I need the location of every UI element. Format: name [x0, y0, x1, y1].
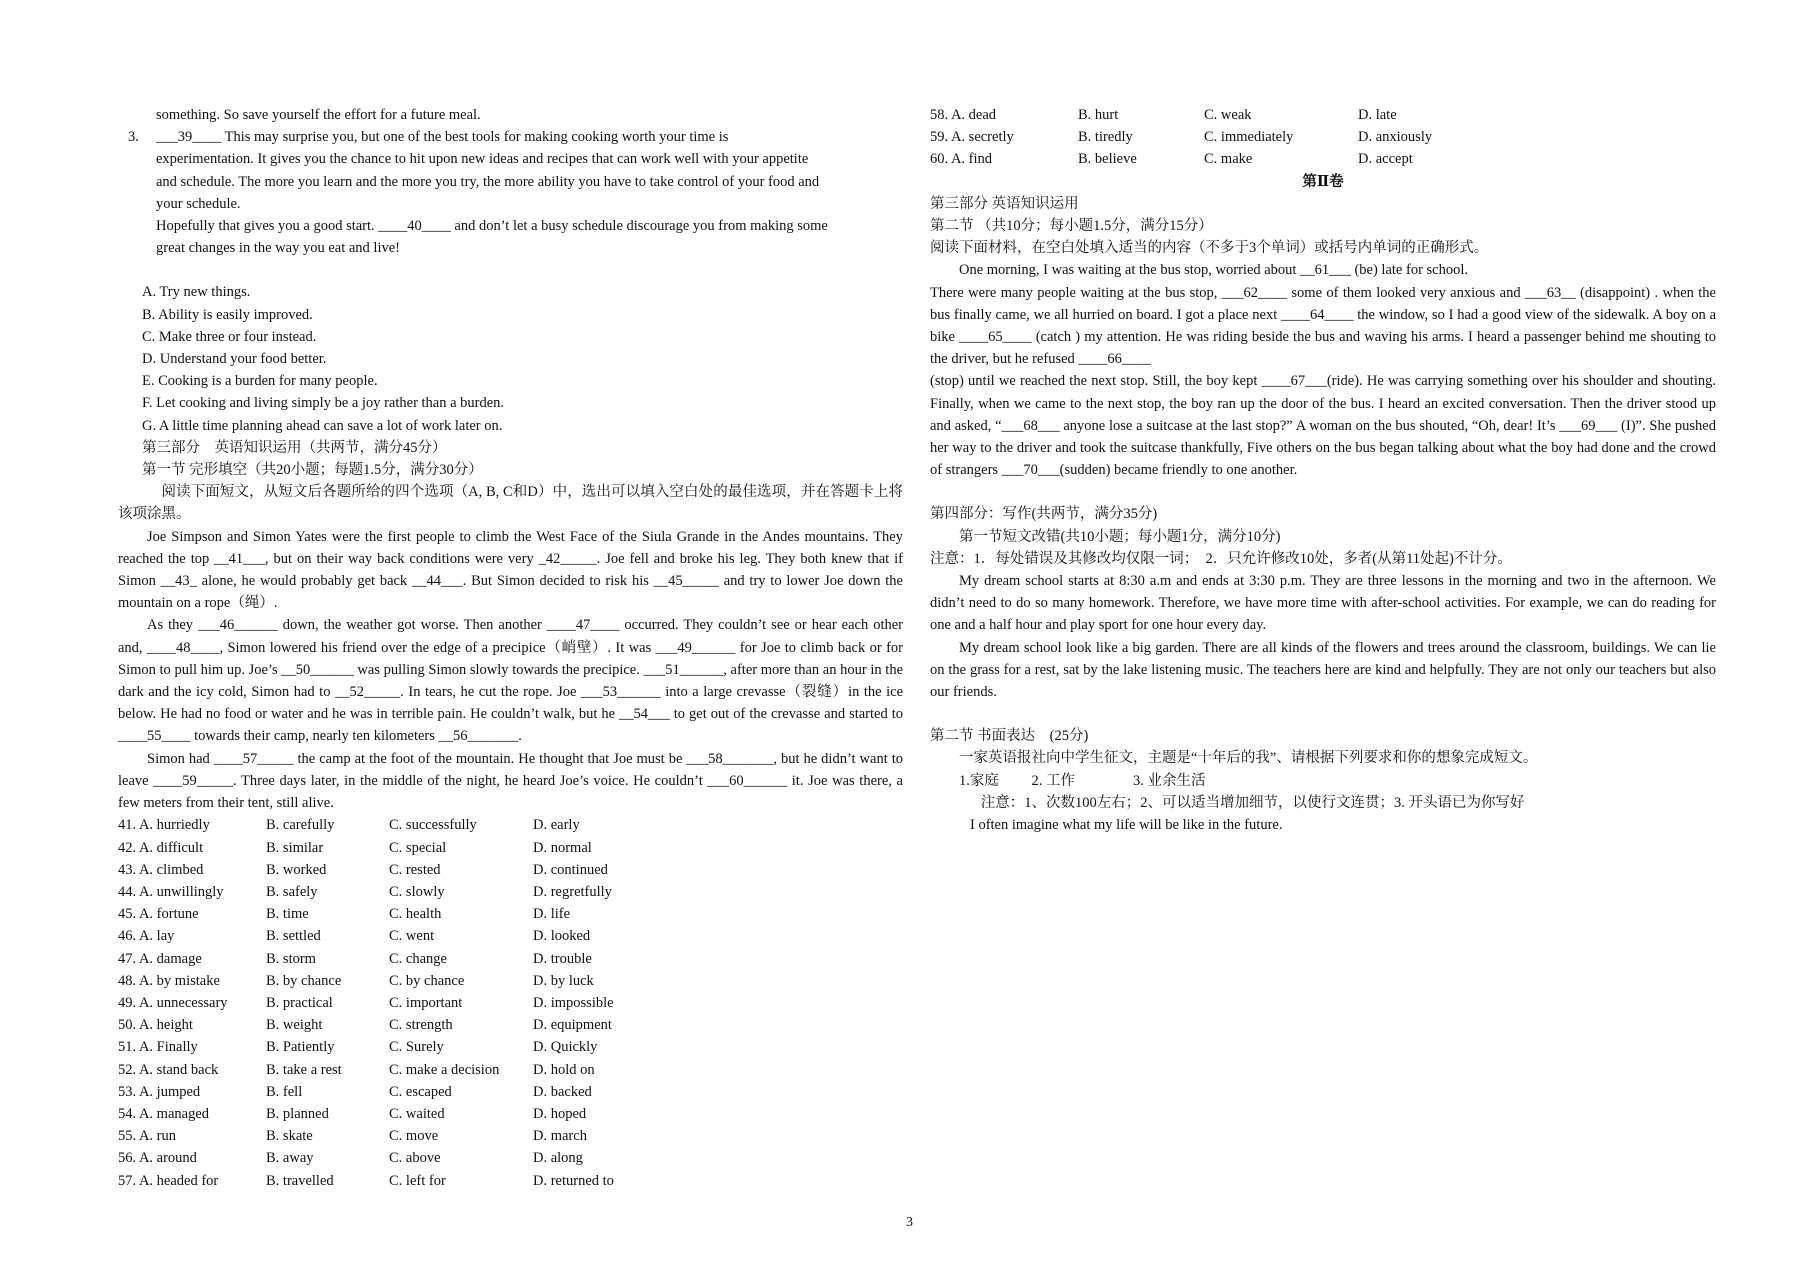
item-3-line: experimentation. It gives you the chance to hit upon new ideas and recipes that can work well with your appetite [156, 151, 809, 168]
item-3-line: your schedule. [156, 195, 241, 212]
error-correction-paragraph: My dream school starts at 8:30 a.m and ends at 3:30 p.m. They are three lessons in the morning and two in the afternoon. We didn’t need to do so many homework. Therefore, we have more time with after-school activities. For example, we can do reading for one and a half hour and play sport for one hour every day. [930, 573, 1716, 634]
mcq-row: 43. A. climbed B. worked C. rested D. continued [118, 861, 608, 878]
option-item: B. Ability is easily improved. [142, 306, 313, 323]
mcq-row: 48. A. by mistake B. by chance C. by chance D. by luck [118, 972, 594, 989]
item-3-line: and schedule. The more you learn and the more you try, the more ability you have to take control of your food and [156, 173, 820, 190]
left-column [118, 104, 903, 1192]
mcq-row: 41. A. hurriedly B. carefully C. successfully D. early [118, 817, 580, 834]
part4-title: 第四部分：写作(共两节，满分35分) [930, 506, 1158, 523]
passage-paragraph: As they ___46______ down, the weather got worse. Then another ____47____ occurred. They couldn’t see or hear each other and, ____48____, Simon lowered his friend over the edge of a precipice（峭壁）. It was ___49______ for Joe to climb back or for Simon to pull him up. Joe’s __50______ was pulling Simon slowly towards the precipice. ___51______, after more than an hour in the dark and the icy cold, Simon had to __52_____. In tears, he cut the rope. Joe ___53______ into a large crevasse（裂缝）in the ice below. He had no food or water and he was in terrible pain. He couldn’t walk, but he __54___ to get out of the crevasse and started to ____55____ towards their camp, nearly ten kilometers __56_______. [118, 617, 903, 745]
section1-title: 第一节 完形填空（共20小题；每题1.5分，满分30分） [142, 462, 483, 479]
mcq-row: 47. A. damage B. storm C. change D. trouble [118, 950, 592, 967]
volume-2-title: 第Ⅱ卷 [1302, 173, 1344, 190]
mcq-row: 49. A. unnecessary B. practical C. important D. impossible [118, 994, 614, 1011]
mcq-row: 59. A. secretly B. tiredly C. immediately D. anxiously [930, 129, 1433, 146]
grammar-fill-first-line: One morning, I was waiting at the bus stop, worried about __61___ (be) late for school. [959, 262, 1469, 279]
writing-opening: I often imagine what my life will be like in the future. [970, 817, 1283, 834]
mcq-row: 56. A. around B. away C. above D. along [118, 1150, 583, 1167]
writing-title: 第二节 书面表达 (25分) [930, 728, 1089, 745]
item-3-number: 3. [128, 129, 139, 146]
item-3-line: Hopefully that gives you a good start. ____40____ and don’t let a busy schedule discourage you from making some [156, 218, 828, 235]
error-correction-paragraph: My dream school look like a big garden. There are all kinds of the flowers and trees around the classroom, buildings. We can lie on the grass for a rest, sat by the lake listening music. The teachers here are kind and helpfully. They are not only our teachers but also our friends. [930, 639, 1716, 701]
mcq-row: 42. A. difficult B. similar C. special D. normal [118, 839, 592, 856]
mcq-row: 45. A. fortune B. time C. health D. life [118, 906, 571, 923]
section2-instructions: 阅读下面材料，在空白处填入适当的内容（不多于3个单词）或括号内单词的正确形式。 [930, 240, 1489, 257]
grammar-fill-paragraph: (stop) until we reached the next stop. Still, the boy kept ____67___(ride). He was carrying something over his shoulder and shouting. Finally, when we came to the next stop, the boy ran up the door of the bus. I heard an excited conversation. Then the driver stood up and asked, “___68___ anyone lose a suitcase at the last stop?” A woman on the bus shouted, “Oh, dear! It’s ___69___ (I)”. She pushed her way to the driver and took the suitcase thankfully, Five others on the bus began talking about what the boy had done and the crowd of strangers ___70___(sudden) became friendly to one another. [930, 373, 1716, 479]
seven-options-list [118, 281, 903, 436]
mcq-row: 51. A. Finally B. Patiently C. Surely D. Quickly [118, 1039, 598, 1056]
writing-prompt: 一家英语报社向中学生征文，主题是“十年后的我”、请根据下列要求和你的想象完成短文。 [959, 750, 1538, 767]
mcq-list [118, 814, 903, 1191]
mcq-list-continued [930, 104, 1716, 171]
intro-tail: something. So save yourself the effort for a future meal. [156, 107, 481, 123]
item-3-line: ___39____ This may surprise you, but one of the best tools for making cooking worth your time is [156, 129, 729, 146]
part3-title-2: 第三部分 英语知识运用 [930, 195, 1079, 212]
cloze-instructions: 阅读下面短文，从短文后各题所给的四个选项（A, B, C和D）中，选出可以填入空白处的最佳选项，并在答题卡上将该项涂黑。 [118, 484, 903, 523]
option-item: G. A little time planning ahead can save a lot of work later on. [142, 417, 503, 434]
mcq-row: 55. A. run B. skate C. move D. march [118, 1128, 587, 1145]
mcq-row: 58. A. dead B. hurt C. weak D. late [930, 107, 1397, 123]
mcq-row: 52. A. stand back B. take a rest C. make a decision D. hold on [118, 1061, 595, 1078]
mcq-row: 50. A. height B. weight C. strength D. equipment [118, 1017, 612, 1034]
part3-title: 第三部分 英语知识运用（共两节，满分45分） [142, 439, 447, 456]
mcq-row: 57. A. headed for B. travelled C. left for D. returned to [118, 1172, 614, 1189]
mcq-row: 54. A. managed B. planned C. waited D. hoped [118, 1105, 587, 1122]
passage-paragraph: Simon had ____57_____ the camp at the foot of the mountain. He thought that Joe must be ___58_______, but he didn’t want to leave ____59_____. Three days later, in the middle of the night, he heard Joe’s voice. He couldn’t ___60______ it. Joe was there, a few meters from their tent, still alive. [118, 750, 903, 812]
option-item: A. Try new things. [142, 284, 251, 301]
error-correction-note: 注意：1．每处错误及其修改均仅限一词； 2．只允许修改10处，多者(从第11处起)不计分。 [930, 550, 1512, 567]
item-3-line: great changes in the way you eat and live! [156, 240, 400, 257]
mcq-row: 44. A. unwillingly B. safely C. slowly D. regretfully [118, 883, 612, 900]
item-3 [118, 126, 903, 259]
mcq-row: 46. A. lay B. settled C. went D. looked [118, 928, 591, 945]
mcq-row: 53. A. jumped B. fell C. escaped D. backed [118, 1083, 592, 1100]
option-item: F. Let cooking and living simply be a joy rather than a burden. [142, 395, 505, 412]
option-item: C. Make three or four instead. [142, 328, 317, 345]
writing-note: 注意：1、次数100左右；2、可以适当增加细节，以使行文连贯；3. 开头语已为你写好 [980, 794, 1525, 811]
passage-paragraph: Joe Simpson and Simon Yates were the first people to climb the West Face of the Siula Grande in the Andes mountains. They reached the top __41___, but on their way back conditions were very _42_____. Joe fell and broke his leg. They both knew that if Simon __43_ alone, he would probably get back __44___. But Simon decided to risk his __45_____ and try to lower Joe down the mountain on a rope（绳）. [118, 528, 903, 612]
grammar-fill-paragraph: There were many people waiting at the bus stop, ___62____ some of them looked very anxious and ___63__ (disappoint) . when the bus finally came, we all hurried on board. I got a place next ____64____ the window, so I had a good view of the sidewalk. A boy on a bike ____65____ (catch ) my attention. He was riding beside the bus and waving his arms. I heard a passenger behind me shouting to the driver, but he refused ____66____ [930, 284, 1716, 368]
writing-points: 1.家庭 2. 工作 3. 业余生活 [959, 772, 1206, 789]
error-correction-title: 第一节短文改错(共10小题；每小题1分，满分10分) [959, 528, 1281, 545]
right-column [930, 104, 1716, 836]
mcq-row: 60. A. find B. believe C. make D. accept [930, 151, 1413, 168]
option-item: E. Cooking is a burden for many people. [142, 373, 378, 390]
page-number: 3 [906, 1215, 913, 1230]
option-item: D. Understand your food better. [142, 351, 327, 368]
section2-title: 第二节 （共10分；每小题1.5分，满分15分） [930, 218, 1213, 235]
